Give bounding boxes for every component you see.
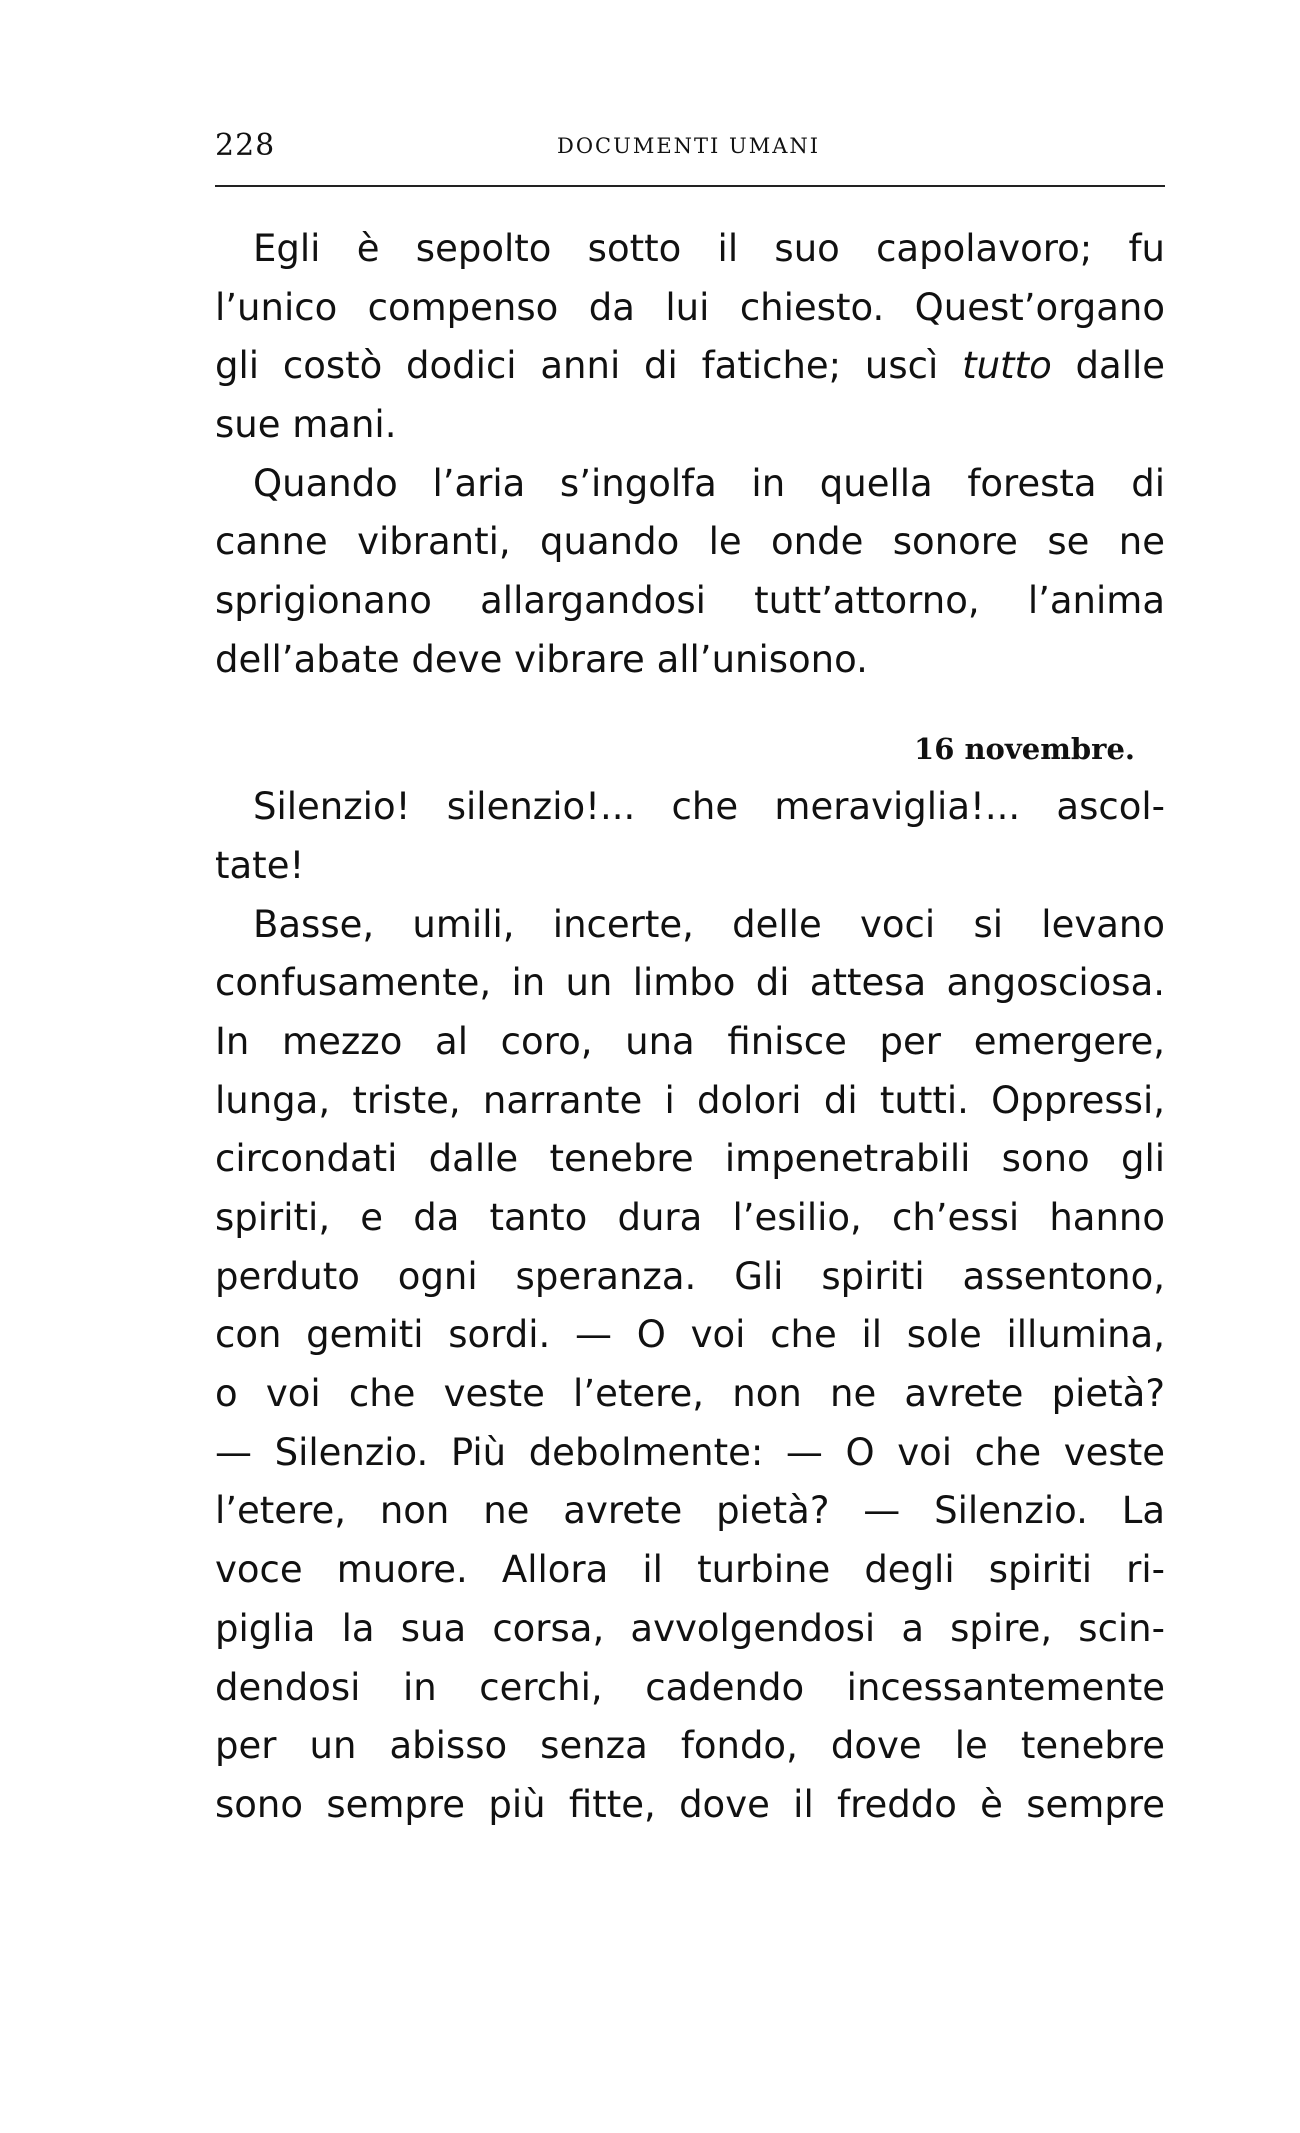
running-title: DOCUMENTI UMANI xyxy=(557,134,821,158)
paragraph-2 xyxy=(215,455,1165,690)
text-line: l’unico compenso da lui chiesto. Quest’organo xyxy=(215,285,1165,329)
text-line: con gemiti sordi. — O voi che il sole illumina, xyxy=(215,1313,1165,1357)
page-number: 228 xyxy=(215,128,276,163)
text-line: Egli è sepolto sotto il suo capolavoro; fu xyxy=(253,227,1165,270)
text-fragment: gli costò dodici anni di fatiche; uscì xyxy=(215,344,939,388)
text-line: tate! xyxy=(215,843,305,887)
entry-date: 16 novembre. xyxy=(914,731,1135,766)
italic-word: tutto xyxy=(962,344,1052,388)
text-line: confusamente, in un limbo di attesa angosciosa. xyxy=(215,961,1165,1005)
text-line: dell’abate deve vibrare all’unisono. xyxy=(215,637,868,681)
text-line: l’etere, non ne avrete pietà? — Silenzio. La xyxy=(215,1489,1165,1533)
text-fragment: dalle xyxy=(1075,344,1165,388)
text-line: Quando l’aria s’ingolfa in quella foresta di xyxy=(253,461,1165,505)
paragraph-3 xyxy=(215,778,1165,895)
text-line: sprigionano allargandosi tutt’attorno, l’anima xyxy=(215,579,1165,623)
text-line: circondati dalle tenebre impenetrabili sono gli xyxy=(215,1137,1165,1181)
text-line: — Silenzio. Più debolmente: — O voi che veste xyxy=(215,1430,1165,1474)
text-line: spiriti, e da tanto dura l’esilio, ch’essi hanno xyxy=(215,1196,1165,1239)
text-line: dendosi in cerchi, cadendo incessantemente xyxy=(215,1665,1165,1709)
text-line: sono sempre più fitte, dove il freddo è sempre xyxy=(215,1782,1165,1826)
running-head xyxy=(215,128,1165,168)
text-line: per un abisso senza fondo, dove le tenebre xyxy=(215,1724,1165,1768)
text-line: Silenzio! silenzio!... che meraviglia!... ascol- xyxy=(253,785,1165,829)
text-line: voce muore. Allora il turbine degli spiriti ri- xyxy=(215,1548,1165,1592)
text-line: lunga, triste, narrante i dolori di tutti. Oppressi, xyxy=(215,1078,1165,1122)
text-line: Basse, umili, incerte, delle voci si levano xyxy=(253,902,1165,946)
text-line: o voi che veste l’etere, non ne avrete pietà? xyxy=(215,1372,1165,1416)
text-line: In mezzo al coro, una finisce per emergere, xyxy=(215,1019,1165,1063)
text-line: sue mani. xyxy=(215,403,397,447)
text-line xyxy=(215,337,1165,396)
text-line: perduto ogni speranza. Gli spiriti assentono, xyxy=(215,1254,1165,1298)
header-rule xyxy=(215,185,1165,187)
paragraph-1 xyxy=(215,220,1165,455)
body-text xyxy=(215,220,1165,1835)
text-line: piglia la sua corsa, avvolgendosi a spire, scin- xyxy=(215,1606,1165,1650)
text-line: canne vibranti, quando le onde sonore se ne xyxy=(215,520,1165,564)
paragraph-4 xyxy=(215,896,1165,1835)
